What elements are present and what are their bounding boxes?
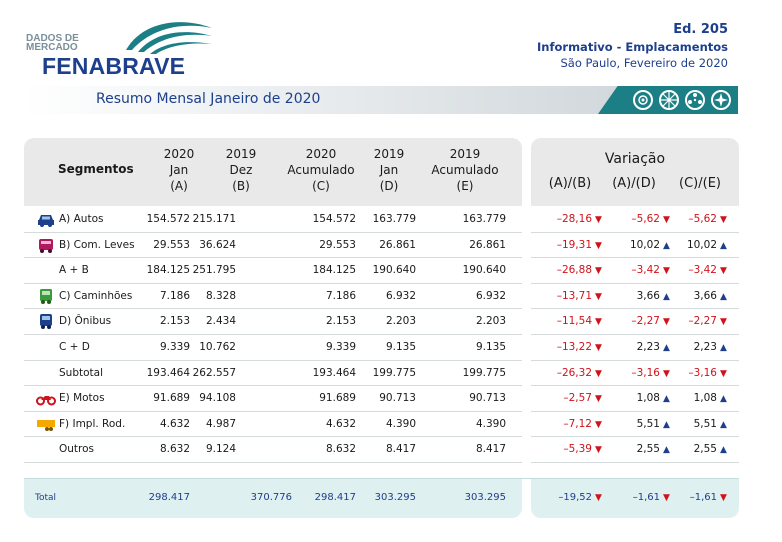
variation-cell: –13,71 ▼ [544, 290, 604, 302]
variation-row [531, 361, 739, 387]
variation-cell: –28,16 ▼ [544, 213, 604, 225]
cell-value: 7.186 [159, 289, 190, 302]
variation-cell: –3,42 ▼ [612, 264, 672, 276]
variation-row [531, 386, 739, 412]
variation-row [531, 437, 739, 463]
edition-block [537, 22, 728, 70]
row-divider [24, 462, 522, 463]
wheel-icon [710, 89, 732, 111]
cell-value: 193.464 [146, 366, 190, 379]
van-icon [36, 237, 56, 254]
row-label: Subtotal [59, 366, 103, 379]
variation-cell: 2,23 ▲ [669, 341, 729, 353]
variation-cell: –3,42 ▼ [669, 264, 729, 276]
arrow-down-icon: ▼ [595, 493, 602, 503]
variation-cell: –2,57 ▼ [544, 392, 604, 404]
total-variation: –1,61 ▼ [612, 492, 672, 503]
row-label: F) Impl. Rod. [59, 417, 126, 430]
variation-cell: 5,51 ▲ [612, 418, 672, 430]
cell-value: 193.464 [312, 366, 356, 379]
arrow-up-icon: ▲ [720, 343, 727, 353]
variation-cell: –3,16 ▼ [612, 367, 672, 379]
total-value: 298.417 [314, 492, 356, 503]
table-row [24, 335, 522, 361]
variation-cell: –19,31 ▼ [544, 239, 604, 251]
cell-value: 90.713 [469, 392, 506, 405]
edition-number: Ed. 205 [673, 22, 728, 37]
cell-value: 6.932 [475, 289, 506, 302]
cell-value: 4.632 [325, 417, 356, 430]
cell-value: 2.434 [205, 315, 236, 328]
cell-value: 8.328 [205, 289, 236, 302]
cell-value: 163.779 [462, 213, 506, 225]
row-label: A) Autos [59, 213, 104, 225]
cell-value: 26.861 [469, 238, 506, 251]
table-row [24, 258, 522, 284]
cell-value: 154.572 [146, 213, 190, 225]
table-row [24, 412, 522, 438]
cell-value: 4.390 [385, 417, 416, 430]
cell-value: 154.572 [312, 213, 356, 225]
arrow-down-icon: ▼ [595, 368, 602, 379]
cell-value: 2.153 [159, 315, 190, 328]
arrow-down-icon: ▼ [720, 493, 727, 503]
arrow-up-icon: ▲ [720, 419, 727, 430]
variation-cell: –26,32 ▼ [544, 367, 604, 379]
report-subtitle: Informativo - Emplacamentos [537, 40, 728, 54]
cell-value: 9.124 [205, 443, 236, 456]
car-icon [36, 211, 56, 228]
cell-value: 2.203 [475, 315, 506, 328]
arrow-up-icon: ▲ [720, 240, 727, 251]
variation-cell: 3,66 ▲ [669, 290, 729, 302]
arrow-down-icon: ▼ [595, 240, 602, 251]
arrow-down-icon: ▼ [663, 266, 670, 277]
col-header-2019-dez: 2019 Dez (B) [225, 147, 257, 193]
var-col-c-e: (C)/(E) [679, 176, 721, 191]
arrow-down-icon: ▼ [595, 266, 602, 277]
col-header-2019-acumulado: 2019 Acumulado (E) [431, 147, 499, 193]
fenabrave-logo [24, 16, 214, 79]
cell-value: 190.640 [372, 264, 416, 277]
bus-icon [36, 313, 56, 330]
variation-row [531, 412, 739, 438]
variation-cell: –11,54 ▼ [544, 315, 604, 327]
wheel-icons [632, 89, 732, 111]
table-row [24, 361, 522, 387]
title-banner [24, 86, 738, 114]
wheel-icon [684, 89, 706, 111]
variation-cell: 2,55 ▲ [612, 443, 672, 455]
logo-swoosh-icon [122, 14, 214, 54]
arrow-up-icon: ▲ [663, 343, 670, 353]
total-value: 303.295 [464, 492, 506, 503]
cell-value: 184.125 [146, 264, 190, 277]
variation-cell: 2,23 ▲ [612, 341, 672, 353]
arrow-down-icon: ▼ [595, 291, 602, 302]
total-value: 303.295 [374, 492, 416, 503]
cell-value: 90.713 [379, 392, 416, 405]
total-variation: –1,61 ▼ [669, 492, 729, 503]
cell-value: 2.153 [325, 315, 356, 328]
variation-cell: 10,02 ▲ [669, 239, 729, 251]
arrow-down-icon: ▼ [663, 493, 670, 503]
wheel-icon [658, 89, 680, 111]
variation-cell: –3,16 ▼ [669, 367, 729, 379]
cell-value: 2.203 [385, 315, 416, 328]
cell-value: 9.339 [159, 341, 190, 353]
cell-value: 26.861 [379, 238, 416, 251]
segments-header: Segmentos [58, 162, 134, 176]
total-divider [24, 478, 739, 479]
cell-value: 6.932 [385, 289, 416, 302]
cell-value: 215.171 [192, 213, 236, 225]
variation-cell: –7,12 ▼ [544, 418, 604, 430]
cell-value: 190.640 [462, 264, 506, 277]
cell-value: 163.779 [372, 213, 416, 225]
total-value: 298.417 [148, 492, 190, 503]
total-label: Total [35, 493, 57, 503]
total-variation: –19,52 ▼ [544, 492, 604, 503]
variation-cell: –13,22 ▼ [544, 341, 604, 353]
truck-icon [36, 288, 56, 305]
variation-cell: 3,66 ▲ [612, 290, 672, 302]
arrow-down-icon: ▼ [720, 368, 727, 379]
arrow-up-icon: ▲ [663, 394, 670, 405]
cell-value: 262.557 [192, 366, 236, 379]
cell-value: 29.553 [153, 238, 190, 251]
motorcycle-icon [36, 390, 56, 407]
variation-row [531, 258, 739, 284]
cell-value: 8.417 [385, 443, 416, 456]
var-col-a-d: (A)/(D) [612, 176, 656, 191]
variation-row [531, 335, 739, 361]
arrow-down-icon: ▼ [663, 368, 670, 379]
variation-cell: –5,39 ▼ [544, 443, 604, 455]
variation-cell: 1,08 ▲ [669, 392, 729, 404]
cell-value: 36.624 [199, 238, 236, 251]
table-row [24, 437, 522, 463]
arrow-down-icon: ▼ [720, 317, 727, 328]
arrow-down-icon: ▼ [595, 317, 602, 328]
table-row [24, 233, 522, 259]
arrow-up-icon: ▲ [663, 240, 670, 251]
variation-row [531, 284, 739, 310]
arrow-down-icon: ▼ [663, 317, 670, 328]
variation-cell: 5,51 ▲ [669, 418, 729, 430]
col-header-2020-acumulado: 2020 Acumulado (C) [287, 147, 355, 193]
row-label: C) Caminhões [59, 289, 133, 302]
cell-value: 9.339 [325, 341, 356, 353]
variation-row [531, 233, 739, 259]
table-row [24, 207, 522, 233]
arrow-down-icon: ▼ [595, 419, 602, 430]
cell-value: 8.632 [325, 443, 356, 456]
row-label: B) Com. Leves [59, 238, 135, 251]
report-location-date: São Paulo, Fevereiro de 2020 [560, 56, 728, 70]
row-label: C + D [59, 341, 90, 353]
row-divider [531, 462, 739, 463]
row-label: D) Ônibus [59, 315, 112, 328]
table-row [24, 309, 522, 335]
logo-tagline: DADOS DE MERCADO [26, 33, 79, 53]
row-label: A + B [59, 264, 89, 277]
cell-value: 199.775 [462, 366, 506, 379]
cell-value: 184.125 [312, 264, 356, 277]
variation-row [531, 207, 739, 233]
trailer-icon [36, 416, 56, 433]
arrow-down-icon: ▼ [595, 343, 602, 353]
cell-value: 4.987 [205, 417, 236, 430]
arrow-down-icon: ▼ [595, 394, 602, 405]
cell-value: 4.632 [159, 417, 190, 430]
arrow-up-icon: ▲ [720, 291, 727, 302]
var-col-a-b: (A)/(B) [548, 176, 592, 191]
arrow-up-icon: ▲ [663, 419, 670, 430]
arrow-up-icon: ▲ [720, 394, 727, 405]
cell-value: 199.775 [372, 366, 416, 379]
variation-cell: 2,55 ▲ [669, 443, 729, 455]
variation-cell: –2,27 ▼ [669, 315, 729, 327]
total-value: 370.776 [250, 492, 292, 503]
variation-row [531, 309, 739, 335]
row-label: E) Motos [59, 392, 105, 405]
arrow-down-icon: ▼ [595, 215, 602, 225]
table-row [24, 386, 522, 412]
arrow-up-icon: ▲ [663, 291, 670, 302]
cell-value: 29.553 [319, 238, 356, 251]
arrow-up-icon: ▲ [720, 445, 727, 456]
cell-value: 91.689 [319, 392, 356, 405]
wheel-icon [632, 89, 654, 111]
page-title: Resumo Mensal Janeiro de 2020 [96, 91, 321, 107]
cell-value: 91.689 [153, 392, 190, 405]
cell-value: 8.632 [159, 443, 190, 456]
variation-title: Variação [604, 151, 666, 167]
cell-value: 8.417 [475, 443, 506, 456]
variation-cell: –5,62 ▼ [669, 213, 729, 225]
arrow-up-icon: ▲ [663, 445, 670, 456]
cell-value: 7.186 [325, 289, 356, 302]
variation-cell: –5,62 ▼ [612, 213, 672, 225]
variation-cell: –2,27 ▼ [612, 315, 672, 327]
logo-wordmark: FENABRAVE [42, 53, 186, 79]
cell-value: 10.762 [199, 341, 236, 353]
col-header-2020-jan: 2020 Jan (A) [163, 147, 195, 193]
arrow-down-icon: ▼ [720, 266, 727, 277]
arrow-down-icon: ▼ [663, 215, 670, 225]
col-header-2019-jan: 2019 Jan (D) [373, 147, 405, 193]
cell-value: 9.135 [475, 341, 506, 353]
arrow-down-icon: ▼ [595, 445, 602, 456]
cell-value: 94.108 [199, 392, 236, 405]
cell-value: 9.135 [385, 341, 416, 353]
variation-header-bg [531, 138, 739, 206]
row-label: Outros [59, 443, 95, 456]
table-row [24, 284, 522, 310]
cell-value: 251.795 [192, 264, 236, 277]
arrow-down-icon: ▼ [720, 215, 727, 225]
variation-cell: –26,88 ▼ [544, 264, 604, 276]
variation-cell: 1,08 ▲ [612, 392, 672, 404]
variation-cell: 10,02 ▲ [612, 239, 672, 251]
cell-value: 4.390 [475, 417, 506, 430]
